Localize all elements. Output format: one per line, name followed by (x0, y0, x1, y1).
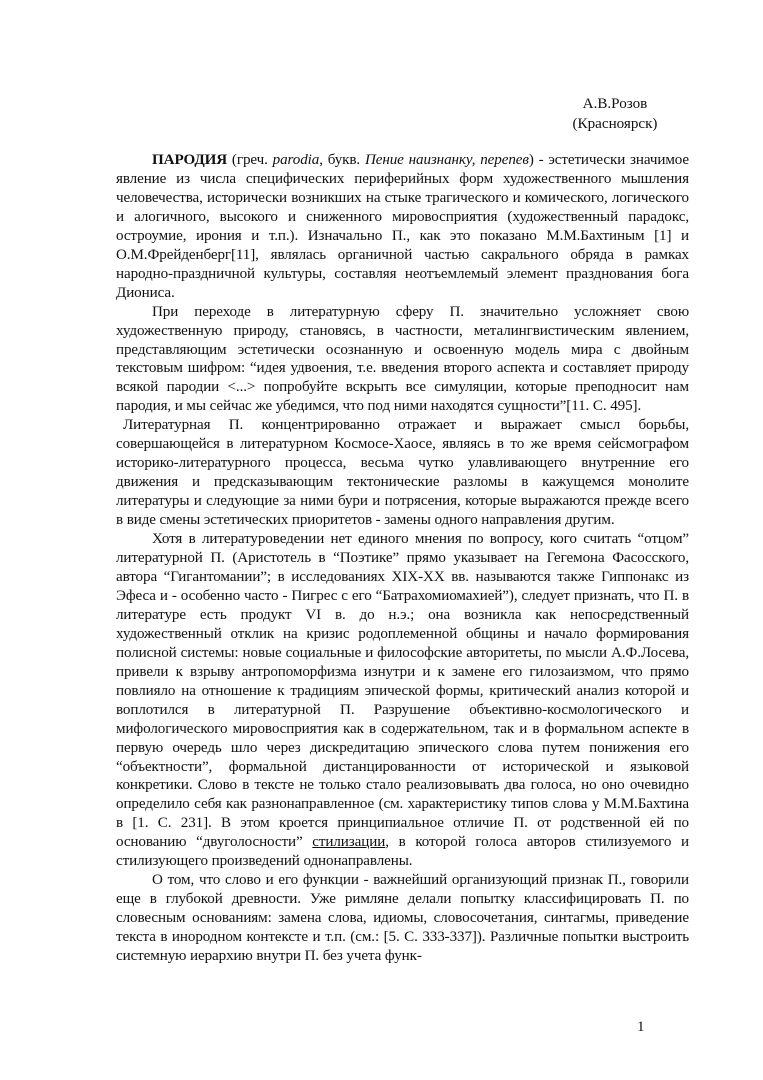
p1-greek-word: parodia (272, 152, 320, 168)
article-body (116, 151, 689, 966)
author-place: (Красноярск) (572, 116, 658, 132)
p4-text-2: , в которой голоса авторов стилизуемого и стилизующего произведений однонаправлены. (116, 834, 690, 870)
p1-literal-translation: Пение наизнанку, перепев (364, 152, 529, 168)
paragraph-3: Литературная П. концентрированно отражает и выражает смысл борьбы, совершающейся в литературном Космосе-Хаосе, являясь в то же время сейсмографом историко-литературного процесса, весьма чутко улавливающего внутренние его движения и предсказывающим тектонические разломы в кажущемся монолите литературы и следующие за ними бури и потрясения, которые выражаются прежде всего в виде смены эстетических приоритетов - замены одного направления другим. (116, 417, 689, 529)
stylization-link[interactable]: стилизации (312, 834, 386, 851)
article-term: ПАРОДИЯ (152, 152, 228, 168)
author-name: А.В.Розов (582, 96, 648, 112)
paragraph-4 (116, 530, 689, 871)
author-block (540, 94, 690, 134)
paragraph-2: При переходе в литературную сферу П. значительно усложняет свою художественную природу, становясь, в частности, металингвистическим явлением, представляющим эстетически осознанную и освоенную модель мира с двойным текстовым шифром: “идея удвоения, т.е. введения второго аспекта и составляет природу всякой пародии <...> попробуйте вскрыть все симуляции, которые преподносит нам пародия, и мы сейчас же убедимся, что под ними находятся сущности”[11. С. 495]. (116, 303, 689, 415)
p1-text-2: , букв. (319, 152, 365, 168)
paragraph-1 (116, 151, 689, 303)
page-number: 1 (637, 1019, 645, 1035)
p1-text-3: ) - эстетически значимое явление из числа специфических периферийных форм художественного мышления человечества, исторически возникших на стыке трагического и комического, логического и алогичного, высокого и сниженного мировосприятия (художественный парадокс, остроумие, ирония и т.п.). Изначально П., как это показано М.М.Бахтиным [1] и О.М.Фрейденберг[11], являлась органичной частью сакрального обряда в рамках народно-праздничной культуры, составляя неотъемлемый элемент празднования бога Диониса. (116, 152, 690, 301)
p4-text-1: Хотя в литературоведении нет единого мнения по вопросу, кого считать “отцом” литературной П. (Аристотель в “Поэтике” прямо указывает на Гегемона Фасосского, автора “Гигантомании”; в исследованиях XIX-XX вв. называются также Гиппонакс из Эфеса и - особенно часто - Пигрес с его “Батрахомиомахией”), следует признать, что П. в литературе есть продукт VI в. до н.э.; она возникла как непосредственный художественный отклик на кризис родоплеменной общины и начало формирования полисной системы: новые социальные и философские авторитеты, по мысли А.Ф.Лосева, привели к взрыву антропоморфизма изнутри и к замене его гилозаизмом, что прямо повлияло на отношение к традициям эпической формы, критический анализ которой и воплотился в литературной П. Разрушение объективно-космологического и мифологического мировосприятия как в содержательном, так и в формальном аспекте в первую очередь шло через дискредитацию эпического слова путем понижения его “объектности”, формальной дистанцированности от исторической и языковой конкретики. Слово в тексте не только стало реализовывать два голоса, но оно очевидно определило себя как разнонаправленное (см. характеристику типов слова у М.М.Бахтина в [1. С. 231]. В этом кроется принципиальное отличие П. от родственной ей по основанию “двуголосности” (116, 531, 689, 851)
p1-text-1: (греч. (227, 152, 273, 168)
paragraph-5: О том, что слово и его функции - важнейший организующий признак П., говорили еще в глубокой древности. Уже римляне делали попытку классифицировать П. по словесным основаниям: замена слова, идиомы, словосочетания, синтагмы, приведение текста в инородном контексте и т.п. (см.: [5. С. 333-337]). Различные попытки выстроить системную иерархию внутри П. без учета функ- (116, 872, 689, 965)
